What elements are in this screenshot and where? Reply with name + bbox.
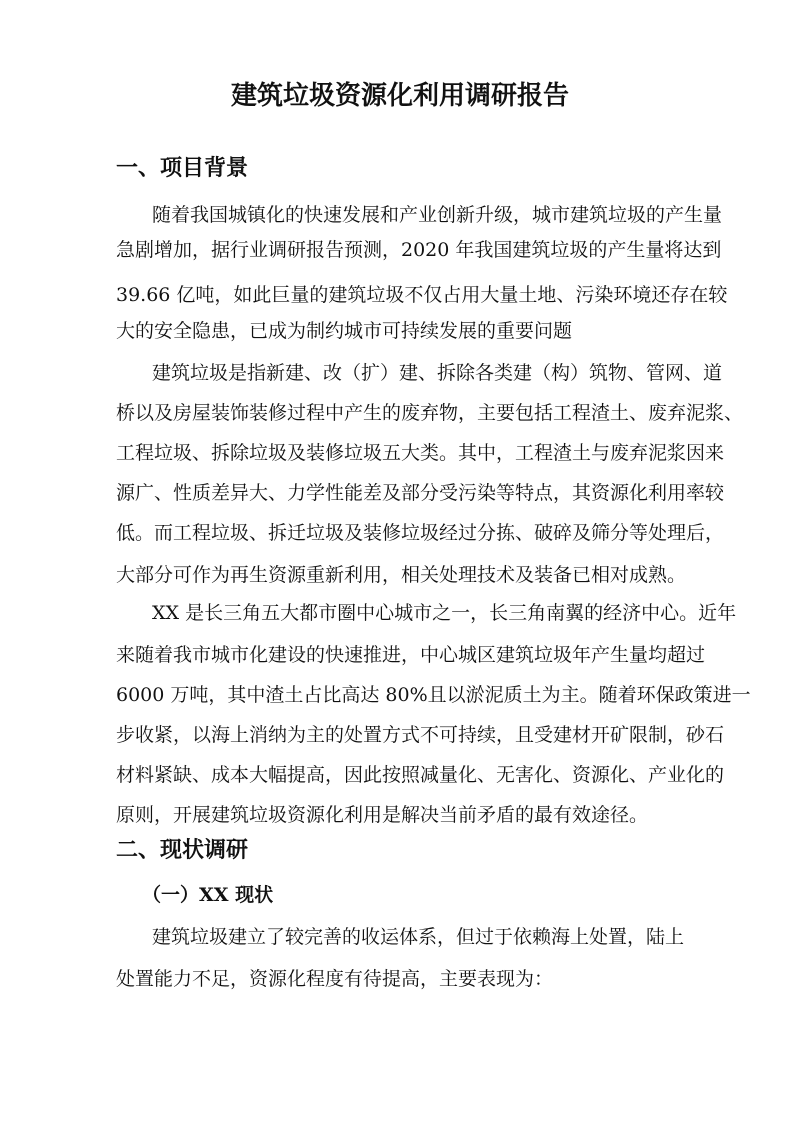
section-heading-research: 二、现状调研	[116, 837, 249, 863]
paragraph-line: 39.66 亿吨，如此巨量的建筑垃圾不仅占用大量土地、污染环境还存在较	[116, 284, 728, 306]
paragraph-line: 急剧增加，据行业调研报告预测，2020 年我国建筑垃圾的产生量将达到	[116, 239, 722, 261]
paragraph-line: 低。而工程垃圾、拆迁垃圾及装修垃圾经过分拣、破碎及筛分等处理后，	[116, 522, 725, 544]
paragraph-line: XX 是长三角五大都市圈中心城市之一，长三角南翼的经济中心。近年	[152, 602, 737, 624]
paragraph-line: 步收紧，以海上消纳为主的处置方式不可持续，且受建材开矿限制，砂石	[116, 724, 725, 746]
paragraph-line: 大的安全隐患，已成为制约城市可持续发展的重要问题	[116, 320, 573, 342]
subsection-heading-status: （一）XX 现状	[142, 884, 274, 906]
paragraph-line: 工程垃圾、拆除垃圾及装修垃圾五大类。其中，工程渣土与废弃泥浆因来	[116, 442, 725, 464]
paragraph-line: 建筑垃圾是指新建、改（扩）建、拆除各类建（构）筑物、管网、道	[152, 362, 723, 384]
paragraph-line: 材料紧缺、成本大幅提高，因此按照减量化、无害化、资源化、产业化的	[116, 764, 725, 786]
paragraph-line: 大部分可作为再生资源重新利用，相关处理技术及装备已相对成熟。	[116, 564, 687, 586]
paragraph-line: 6000 万吨，其中渣土占比高达 80%且以淤泥质土为主。随着环保政策进一	[116, 684, 751, 706]
document-title: 建筑垃圾资源化利用调研报告	[230, 81, 569, 111]
paragraph-line: 随着我国城镇化的快速发展和产业创新升级，城市建筑垃圾的产生量	[152, 204, 723, 226]
paragraph-line: 来随着我市城市化建设的快速推进，中心城区建筑垃圾年产生量均超过	[116, 644, 706, 666]
paragraph-line: 原则，开展建筑垃圾资源化利用是解决当前矛盾的最有效途径。	[116, 804, 649, 826]
section-heading-background: 一、项目背景	[116, 155, 249, 181]
paragraph-line: 源广、性质差异大、力学性能差及部分受污染等特点，其资源化利用率较	[116, 482, 725, 504]
paragraph-line: 桥以及房屋装饰装修过程中产生的废弃物，主要包括工程渣土、废弃泥浆、	[116, 402, 744, 424]
paragraph-line: 建筑垃圾建立了较完善的收运体系，但过于依赖海上处置，陆上	[152, 926, 685, 948]
paragraph-line: 处置能力不足，资源化程度有待提高，主要表现为：	[116, 968, 554, 990]
